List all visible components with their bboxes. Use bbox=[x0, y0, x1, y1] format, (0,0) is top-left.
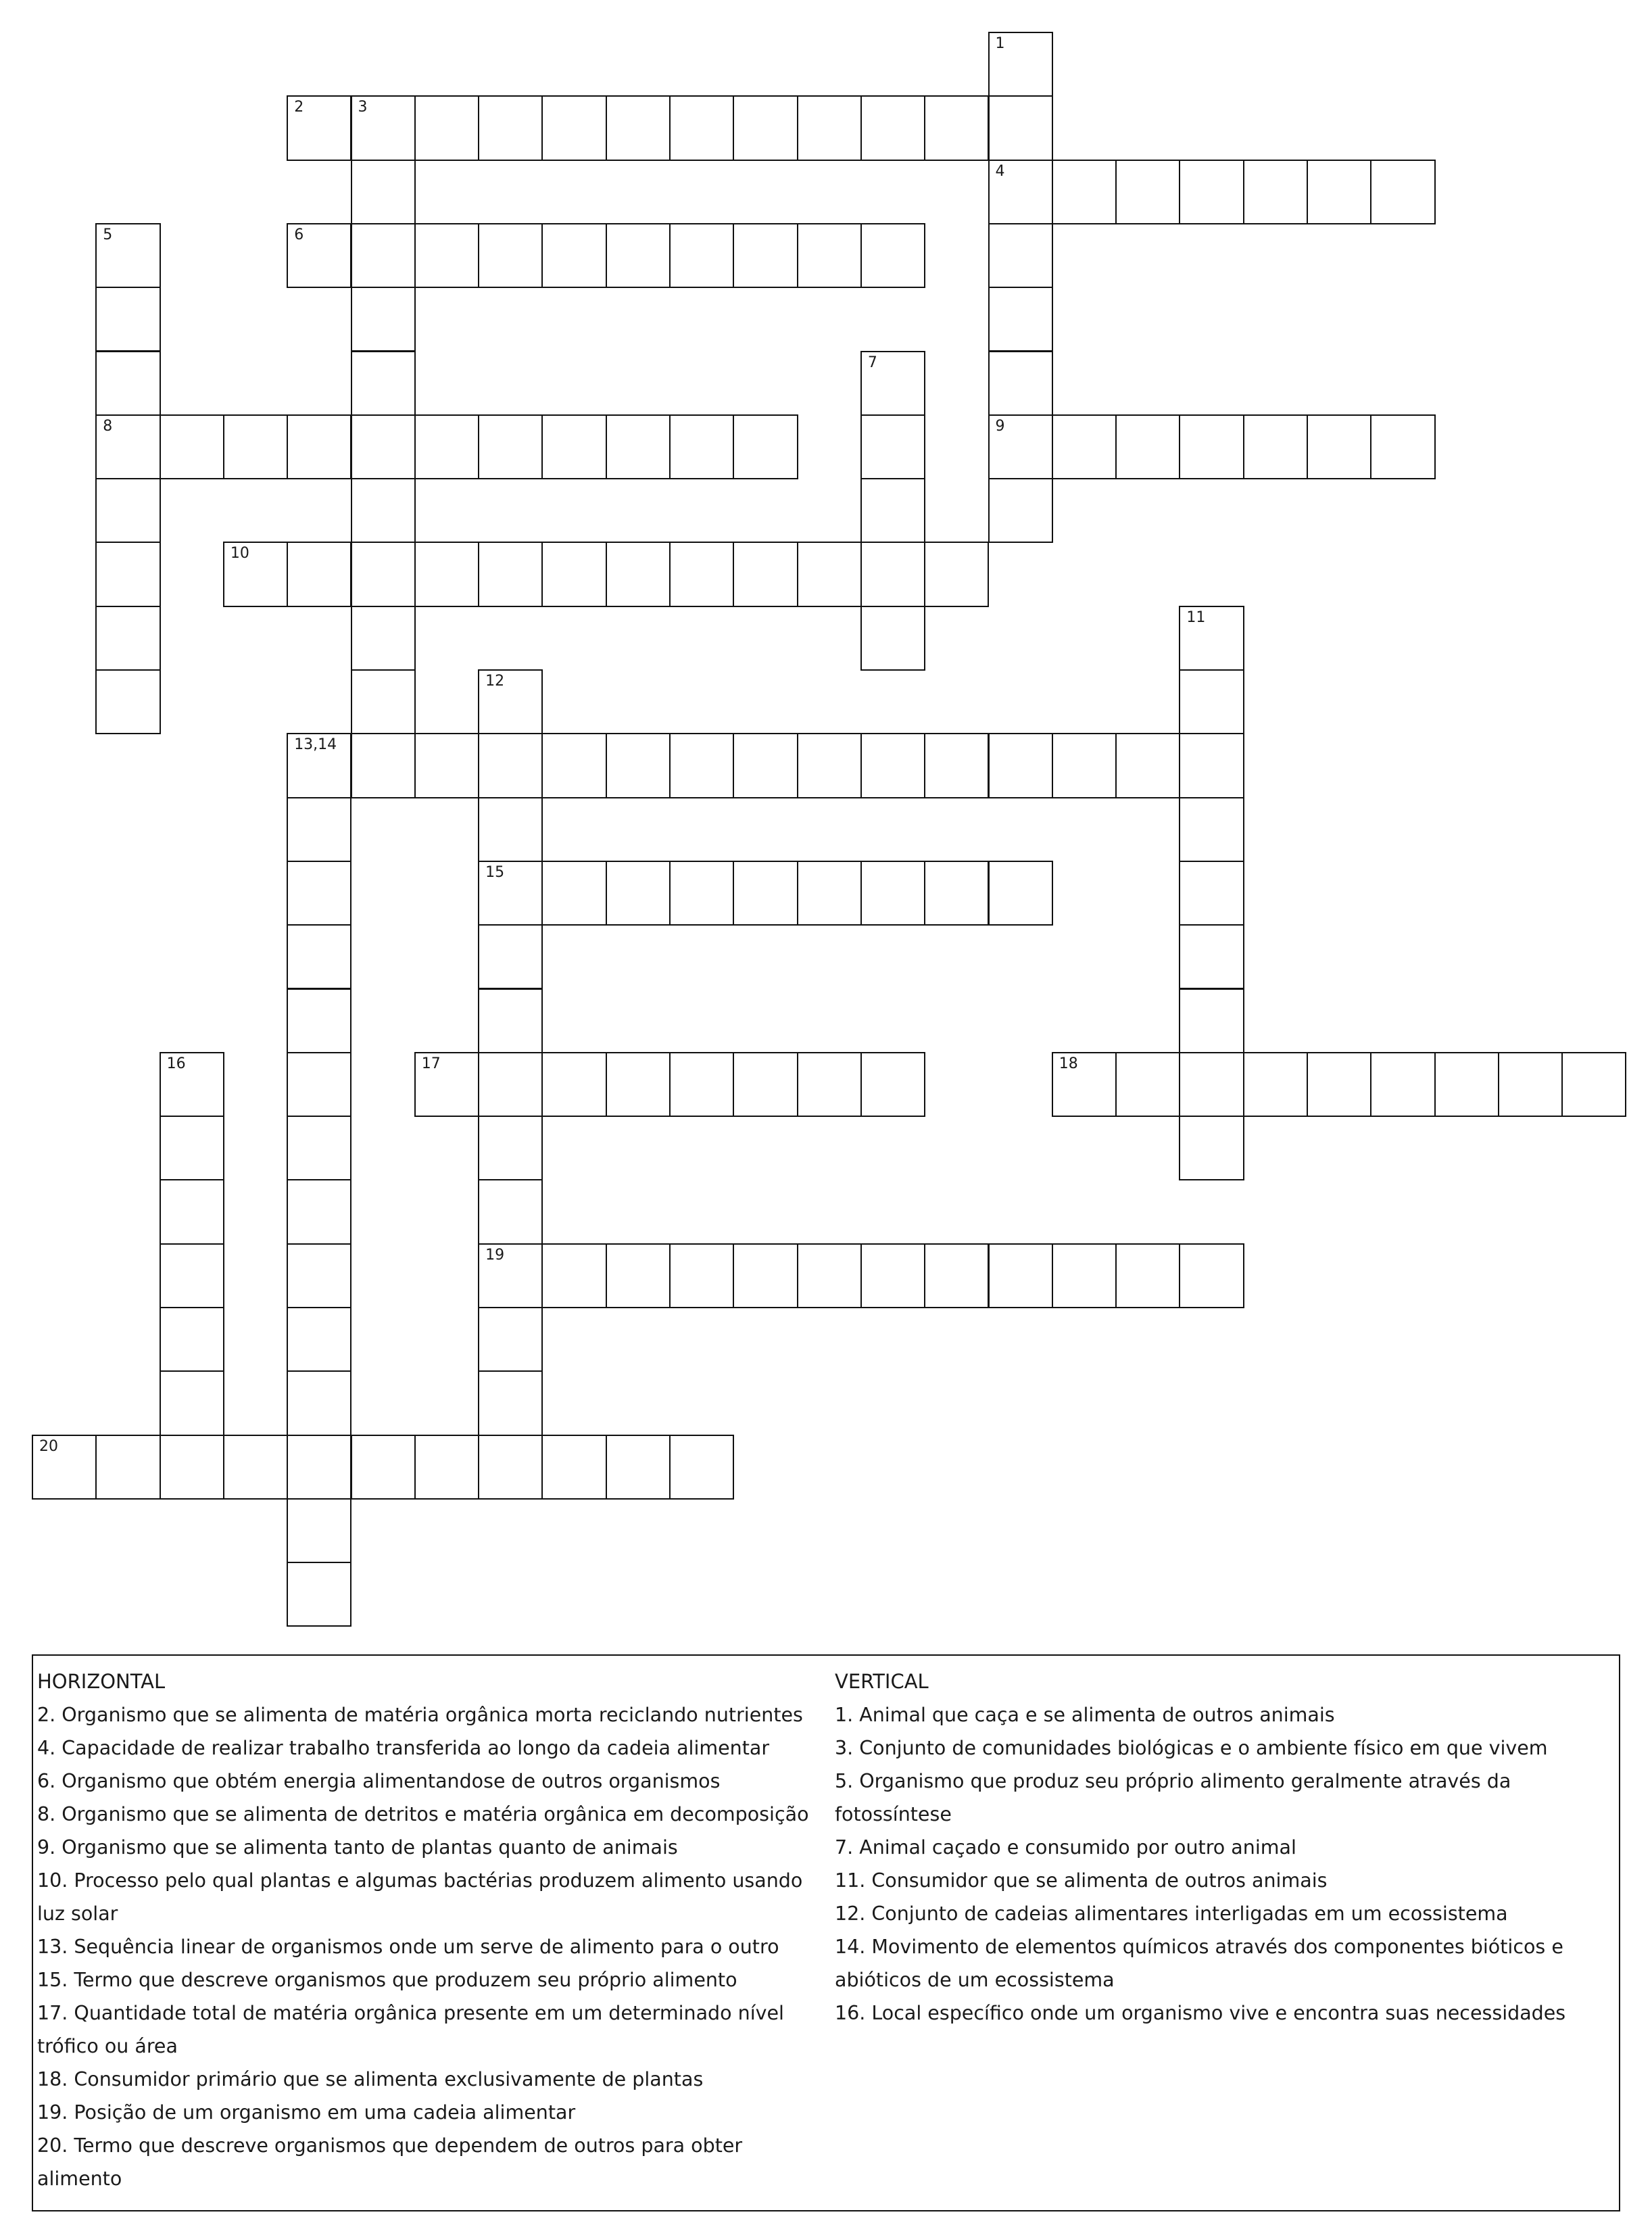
grid-cell[interactable] bbox=[287, 1562, 351, 1627]
grid-cell[interactable] bbox=[1115, 160, 1180, 224]
grid-cell[interactable] bbox=[924, 733, 989, 798]
clue-number: 5 bbox=[103, 226, 113, 243]
clue-number: 2 bbox=[294, 99, 304, 116]
down-clue-5: 5. Organismo que produz seu próprio alimento geralmente através da fotossíntese bbox=[835, 1770, 1511, 1825]
clue-number: 16 bbox=[166, 1055, 186, 1072]
grid-cell[interactable] bbox=[1052, 414, 1117, 479]
grid-cell[interactable] bbox=[95, 606, 160, 671]
across-clue-4: 4. Capacidade de realizar trabalho transferida ao longo da cadeia alimentar bbox=[37, 1737, 770, 1759]
across-clue-19: 19. Posição de um organismo em uma cadeia alimentar bbox=[37, 2101, 576, 2124]
grid-cell[interactable] bbox=[287, 1307, 351, 1372]
clue-number: 18 bbox=[1059, 1055, 1078, 1072]
grid-cell[interactable] bbox=[287, 1243, 351, 1308]
grid-cell[interactable] bbox=[797, 1052, 862, 1117]
clue-number: 17 bbox=[421, 1055, 441, 1072]
grid-cell[interactable] bbox=[669, 223, 734, 288]
grid-cell[interactable] bbox=[1307, 1052, 1371, 1117]
grid-cell[interactable] bbox=[860, 478, 925, 543]
across-clue-15: 15. Termo que descreve organismos que produzem seu próprio alimento bbox=[37, 1969, 737, 1991]
grid-cell[interactable] bbox=[414, 1435, 479, 1500]
across-clue-6: 6. Organismo que obtém energia alimentandose de outros organismos bbox=[37, 1770, 721, 1792]
grid-cell[interactable] bbox=[160, 1243, 224, 1308]
grid-cell[interactable] bbox=[287, 414, 351, 479]
grid-cell[interactable] bbox=[1179, 160, 1244, 224]
grid-cell[interactable] bbox=[1307, 414, 1371, 479]
grid-cell[interactable] bbox=[669, 861, 734, 926]
grid-cell[interactable] bbox=[223, 542, 288, 606]
grid-cell[interactable] bbox=[669, 1243, 734, 1308]
grid-cell[interactable] bbox=[351, 287, 416, 352]
grid-cell[interactable] bbox=[1179, 733, 1244, 798]
grid-cell[interactable] bbox=[797, 733, 862, 798]
grid-cell[interactable] bbox=[541, 1435, 606, 1500]
grid-cell[interactable] bbox=[1370, 1052, 1435, 1117]
grid-cell[interactable] bbox=[287, 95, 351, 160]
grid-cell[interactable] bbox=[669, 542, 734, 606]
down-clue-1: 1. Animal que caça e se alimenta de outros animais bbox=[835, 1704, 1335, 1726]
grid-cell[interactable] bbox=[988, 861, 1053, 926]
grid-cell[interactable] bbox=[733, 733, 798, 798]
across-clue-2: 2. Organismo que se alimenta de matéria orgânica morta reciclando nutrientes bbox=[37, 1704, 803, 1726]
grid-cell[interactable] bbox=[287, 542, 351, 606]
grid-cell[interactable] bbox=[414, 542, 479, 606]
grid-cell[interactable] bbox=[733, 861, 798, 926]
grid-cell[interactable] bbox=[797, 223, 862, 288]
grid-cell[interactable] bbox=[351, 95, 416, 160]
clue-number: 6 bbox=[294, 226, 304, 243]
grid-cell[interactable] bbox=[606, 414, 671, 479]
grid-cell[interactable] bbox=[478, 95, 543, 160]
grid-cell[interactable] bbox=[478, 669, 543, 734]
grid-cell[interactable] bbox=[160, 1307, 224, 1372]
across-clues bbox=[37, 1665, 821, 2195]
grid-cell[interactable] bbox=[988, 160, 1053, 224]
grid-cell[interactable] bbox=[478, 1179, 543, 1244]
grid-cell[interactable] bbox=[414, 95, 479, 160]
grid-cell[interactable] bbox=[1115, 1243, 1180, 1308]
across-clue-18: 18. Consumidor primário que se alimenta exclusivamente de plantas bbox=[37, 2068, 704, 2090]
grid-cell[interactable] bbox=[351, 606, 416, 671]
grid-cell[interactable] bbox=[606, 1243, 671, 1308]
across-heading: HORIZONTAL bbox=[37, 1670, 166, 1693]
grid-cell[interactable] bbox=[606, 861, 671, 926]
grid-cell[interactable] bbox=[733, 414, 798, 479]
clue-number: 8 bbox=[103, 417, 113, 435]
grid-cell[interactable] bbox=[160, 1179, 224, 1244]
grid-cell[interactable] bbox=[478, 1243, 543, 1308]
grid-cell[interactable] bbox=[287, 1052, 351, 1117]
grid-cell[interactable] bbox=[924, 1243, 989, 1308]
grid-cell[interactable] bbox=[351, 669, 416, 734]
grid-cell[interactable] bbox=[351, 223, 416, 288]
grid-cell[interactable] bbox=[733, 542, 798, 606]
grid-cell[interactable] bbox=[733, 95, 798, 160]
grid-cell[interactable] bbox=[1115, 414, 1180, 479]
grid-cell[interactable] bbox=[541, 733, 606, 798]
grid-cell[interactable] bbox=[669, 95, 734, 160]
grid-cell[interactable] bbox=[1179, 414, 1244, 479]
grid-cell[interactable] bbox=[860, 223, 925, 288]
grid-cell[interactable] bbox=[1179, 1052, 1244, 1117]
clue-number: 13,14 bbox=[294, 736, 337, 754]
grid-cell[interactable] bbox=[95, 669, 160, 734]
grid-cell[interactable] bbox=[1052, 160, 1117, 224]
grid-cell[interactable] bbox=[478, 1052, 543, 1117]
grid-cell[interactable] bbox=[287, 1116, 351, 1180]
grid-cell[interactable] bbox=[160, 1435, 224, 1500]
grid-cell[interactable] bbox=[1370, 160, 1435, 224]
grid-cell[interactable] bbox=[287, 861, 351, 926]
grid-cell[interactable] bbox=[32, 1435, 97, 1500]
clue-number: 4 bbox=[995, 162, 1005, 180]
grid-cell[interactable] bbox=[95, 414, 160, 479]
grid-cell[interactable] bbox=[95, 478, 160, 543]
grid-cell[interactable] bbox=[1052, 733, 1117, 798]
grid-cell[interactable] bbox=[160, 1370, 224, 1435]
clue-number: 10 bbox=[230, 545, 249, 563]
grid-cell[interactable] bbox=[541, 542, 606, 606]
grid-cell[interactable] bbox=[860, 733, 925, 798]
grid-cell[interactable] bbox=[478, 542, 543, 606]
grid-cell[interactable] bbox=[541, 861, 606, 926]
grid-cell[interactable] bbox=[606, 95, 671, 160]
grid-cell[interactable] bbox=[988, 1243, 1053, 1308]
grid-cell[interactable] bbox=[860, 414, 925, 479]
grid-cell[interactable] bbox=[924, 861, 989, 926]
down-heading: VERTICAL bbox=[835, 1670, 929, 1693]
clue-number: 19 bbox=[485, 1246, 505, 1264]
grid-cell[interactable] bbox=[669, 1435, 734, 1500]
across-clue-10: 10. Processo pelo qual plantas e algumas bactérias produzem alimento usando luz solar bbox=[37, 1869, 803, 1925]
grid-cell[interactable] bbox=[351, 351, 416, 416]
grid-cell[interactable] bbox=[988, 32, 1053, 97]
grid-cell[interactable] bbox=[988, 287, 1053, 352]
grid-cell[interactable] bbox=[1052, 1052, 1117, 1117]
grid-cell[interactable] bbox=[860, 1243, 925, 1308]
grid-cell[interactable] bbox=[797, 542, 862, 606]
grid-cell[interactable] bbox=[1498, 1052, 1563, 1117]
grid-cell[interactable] bbox=[478, 924, 543, 989]
grid-cell[interactable] bbox=[223, 1435, 288, 1500]
grid-cell[interactable] bbox=[223, 414, 288, 479]
grid-cell[interactable] bbox=[1179, 924, 1244, 989]
grid-cell[interactable] bbox=[669, 733, 734, 798]
down-clue-7: 7. Animal caçado e consumido por outro animal bbox=[835, 1836, 1296, 1859]
clue-number: 3 bbox=[358, 99, 368, 116]
grid-cell[interactable] bbox=[541, 1052, 606, 1117]
grid-cell[interactable] bbox=[478, 414, 543, 479]
grid-cell[interactable] bbox=[797, 95, 862, 160]
grid-cell[interactable] bbox=[924, 542, 989, 606]
grid-cell[interactable] bbox=[733, 1052, 798, 1117]
grid-cell[interactable] bbox=[351, 542, 416, 606]
grid-cell[interactable] bbox=[988, 95, 1053, 160]
grid-cell[interactable] bbox=[287, 1435, 351, 1500]
grid-cell[interactable] bbox=[1179, 861, 1244, 926]
grid-cell[interactable] bbox=[287, 1498, 351, 1563]
grid-cell[interactable] bbox=[860, 351, 925, 416]
grid-cell[interactable] bbox=[414, 414, 479, 479]
grid-cell[interactable] bbox=[1179, 988, 1244, 1053]
grid-cell[interactable] bbox=[1179, 606, 1244, 671]
grid-cell[interactable] bbox=[95, 351, 160, 416]
grid-cell[interactable] bbox=[95, 1435, 160, 1500]
down-clue-12: 12. Conjunto de cadeias alimentares interligadas em um ecossistema bbox=[835, 1903, 1508, 1925]
grid-cell[interactable] bbox=[287, 988, 351, 1053]
grid-cell[interactable] bbox=[351, 414, 416, 479]
grid-cell[interactable] bbox=[414, 223, 479, 288]
across-clue-17: 17. Quantidade total de matéria orgânica presente em um determinado nível trófico ou área bbox=[37, 2002, 784, 2057]
grid-cell[interactable] bbox=[287, 733, 351, 798]
grid-cell[interactable] bbox=[606, 1052, 671, 1117]
grid-cell[interactable] bbox=[541, 95, 606, 160]
grid-cell[interactable] bbox=[287, 924, 351, 989]
clue-number: 7 bbox=[867, 354, 877, 371]
grid-cell[interactable] bbox=[541, 223, 606, 288]
grid-cell[interactable] bbox=[1243, 414, 1308, 479]
grid-cell[interactable] bbox=[351, 733, 416, 798]
grid-cell[interactable] bbox=[860, 861, 925, 926]
grid-cell[interactable] bbox=[95, 287, 160, 352]
grid-cell[interactable] bbox=[414, 1052, 479, 1117]
grid-cell[interactable] bbox=[287, 223, 351, 288]
clue-number: 12 bbox=[485, 673, 505, 690]
grid-cell[interactable] bbox=[860, 606, 925, 671]
grid-cell[interactable] bbox=[1179, 1243, 1244, 1308]
grid-cell[interactable] bbox=[478, 1116, 543, 1180]
grid-cell[interactable] bbox=[924, 95, 989, 160]
grid-cell[interactable] bbox=[860, 1052, 925, 1117]
grid-cell[interactable] bbox=[1434, 1052, 1499, 1117]
down-clues bbox=[835, 1665, 1612, 2030]
grid-cell[interactable] bbox=[287, 1370, 351, 1435]
across-clue-13: 13. Sequência linear de organismos onde um serve de alimento para o outro bbox=[37, 1936, 779, 1958]
grid-cell[interactable] bbox=[160, 1052, 224, 1117]
grid-cell[interactable] bbox=[478, 797, 543, 862]
grid-cell[interactable] bbox=[1179, 797, 1244, 862]
down-clue-11: 11. Consumidor que se alimenta de outros animais bbox=[835, 1869, 1328, 1892]
grid-cell[interactable] bbox=[606, 542, 671, 606]
grid-cell[interactable] bbox=[606, 223, 671, 288]
grid-cell[interactable] bbox=[478, 223, 543, 288]
grid-cell[interactable] bbox=[606, 733, 671, 798]
grid-cell[interactable] bbox=[1307, 160, 1371, 224]
grid-cell[interactable] bbox=[733, 223, 798, 288]
grid-cell[interactable] bbox=[287, 797, 351, 862]
grid-cell[interactable] bbox=[669, 414, 734, 479]
grid-cell[interactable] bbox=[988, 478, 1053, 543]
across-clue-8: 8. Organismo que se alimenta de detritos e matéria orgânica em decomposição bbox=[37, 1803, 809, 1825]
grid-cell[interactable] bbox=[414, 733, 479, 798]
grid-cell[interactable] bbox=[1243, 1052, 1308, 1117]
grid-cell[interactable] bbox=[95, 542, 160, 606]
down-clue-16: 16. Local específico onde um organismo vive e encontra suas necessidades bbox=[835, 2002, 1566, 2024]
grid-cell[interactable] bbox=[478, 1435, 543, 1500]
grid-cell[interactable] bbox=[1052, 1243, 1117, 1308]
grid-cell[interactable] bbox=[988, 414, 1053, 479]
grid-cell[interactable] bbox=[95, 223, 160, 288]
grid-cell[interactable] bbox=[351, 478, 416, 543]
clue-number: 9 bbox=[995, 417, 1005, 435]
clue-number: 20 bbox=[39, 1437, 58, 1455]
grid-cell[interactable] bbox=[1179, 1116, 1244, 1180]
grid-cell[interactable] bbox=[860, 542, 925, 606]
clue-number: 15 bbox=[485, 863, 505, 881]
grid-cell[interactable] bbox=[351, 1435, 416, 1500]
grid-cell[interactable] bbox=[1370, 414, 1435, 479]
grid-cell[interactable] bbox=[478, 861, 543, 926]
grid-cell[interactable] bbox=[669, 1052, 734, 1117]
grid-cell[interactable] bbox=[1561, 1052, 1626, 1117]
grid-cell[interactable] bbox=[988, 223, 1053, 288]
grid-cell[interactable] bbox=[988, 733, 1053, 798]
grid-cell[interactable] bbox=[1115, 1052, 1180, 1117]
grid-cell[interactable] bbox=[160, 1116, 224, 1180]
clue-number: 11 bbox=[1186, 608, 1206, 626]
grid-cell[interactable] bbox=[1115, 733, 1180, 798]
grid-cell[interactable] bbox=[478, 1307, 543, 1372]
grid-cell[interactable] bbox=[287, 1179, 351, 1244]
grid-cell[interactable] bbox=[797, 861, 862, 926]
down-clue-14: 14. Movimento de elementos químicos através dos componentes bióticos e abióticos de um ecossistema bbox=[835, 1936, 1563, 1991]
grid-cell[interactable] bbox=[797, 1243, 862, 1308]
clue-number: 1 bbox=[995, 35, 1005, 52]
clues-box bbox=[32, 1654, 1620, 2211]
grid-cell[interactable] bbox=[541, 414, 606, 479]
grid-cell[interactable] bbox=[988, 351, 1053, 416]
grid-cell[interactable] bbox=[478, 988, 543, 1053]
grid-cell[interactable] bbox=[733, 1243, 798, 1308]
grid-cell[interactable] bbox=[606, 1435, 671, 1500]
grid-cell[interactable] bbox=[160, 414, 224, 479]
grid-cell[interactable] bbox=[1179, 669, 1244, 734]
down-clue-3: 3. Conjunto de comunidades biológicas e o ambiente físico em que vivem bbox=[835, 1737, 1548, 1759]
grid-cell[interactable] bbox=[478, 733, 543, 798]
grid-cell[interactable] bbox=[478, 1370, 543, 1435]
grid-cell[interactable] bbox=[1243, 160, 1308, 224]
across-clue-9: 9. Organismo que se alimenta tanto de plantas quanto de animais bbox=[37, 1836, 678, 1859]
grid-cell[interactable] bbox=[351, 160, 416, 224]
grid-cell[interactable] bbox=[860, 95, 925, 160]
across-clue-20: 20. Termo que descreve organismos que dependem de outros para obter alimento bbox=[37, 2134, 743, 2190]
grid-cell[interactable] bbox=[541, 1243, 606, 1308]
